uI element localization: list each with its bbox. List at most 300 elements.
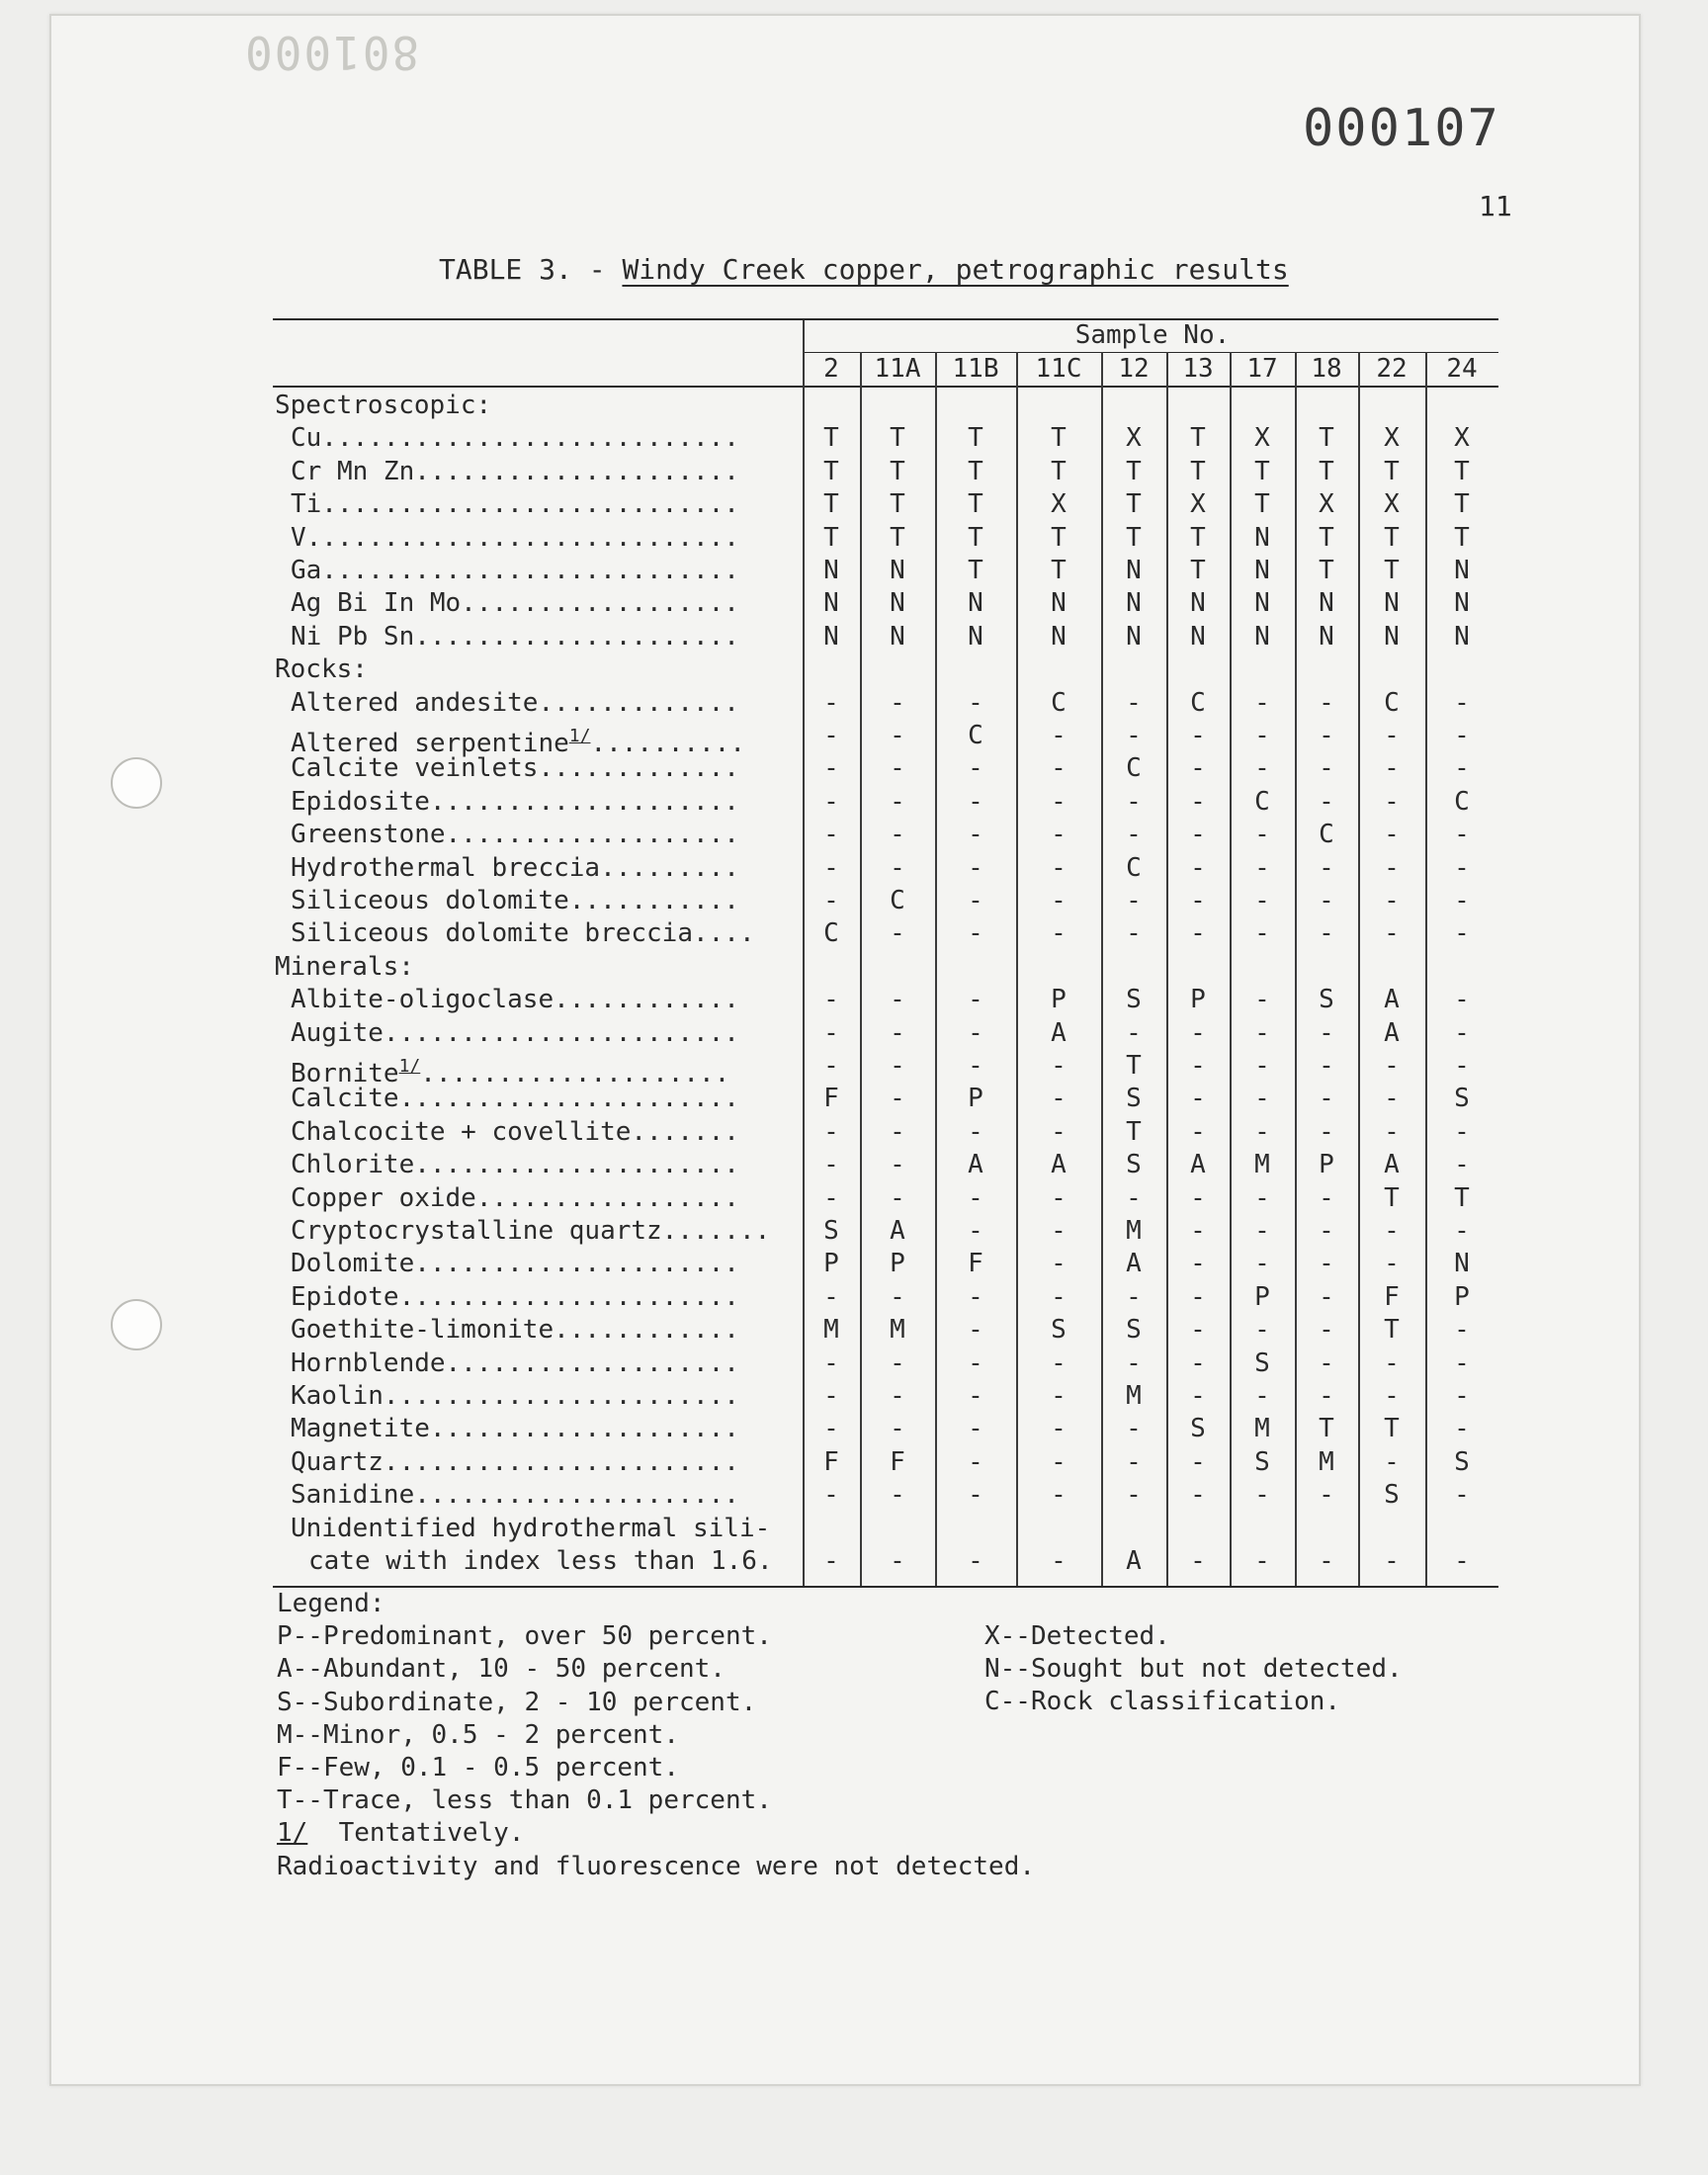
table-cell: - (1051, 1116, 1067, 1147)
table-cell: N (968, 588, 983, 619)
column-header: 11B (952, 354, 999, 384)
sample-no-header: Sample No. (1074, 320, 1231, 350)
legend-item: A--Abundant, 10 - 50 percent. (277, 1654, 726, 1685)
table-cell: - (1190, 1381, 1206, 1411)
table-cell: X (1384, 489, 1400, 520)
table-cell: - (890, 1150, 905, 1180)
table-row (273, 587, 1498, 620)
table-row (273, 852, 1498, 885)
table-cell: X (1190, 489, 1206, 520)
table-row (273, 1380, 1498, 1413)
table-cell: - (823, 687, 839, 718)
table-cell: - (1190, 1315, 1206, 1346)
table-cell: F (823, 1446, 839, 1477)
row-label-text: Unidentified hydrothermal sili- (291, 1513, 771, 1543)
table-cell: A (1051, 1150, 1067, 1180)
table-cell: N (823, 556, 839, 585)
table-cell: M (1319, 1446, 1334, 1477)
table-cell: - (1384, 721, 1400, 750)
table-cell: - (1319, 1116, 1334, 1147)
legend-right (984, 1620, 1403, 1719)
table-cell: C (1126, 852, 1142, 883)
table-row (273, 1248, 1498, 1280)
page-number: 11 (1479, 190, 1512, 222)
table-cell: - (1319, 918, 1334, 949)
table-cell: - (890, 753, 905, 784)
row-label-text: Kaolin....................... (291, 1381, 739, 1411)
table-cell: - (1319, 1084, 1334, 1114)
table-cell: - (1254, 687, 1270, 718)
table-cell: S (1126, 1315, 1142, 1346)
table-cell: M (1254, 1414, 1270, 1444)
table-cell: - (1051, 1051, 1067, 1081)
row-label (291, 1413, 799, 1445)
table-cell: - (1319, 1480, 1334, 1511)
row-label (275, 653, 799, 686)
table-cell: C (1254, 786, 1270, 817)
table-cell: - (1454, 1150, 1470, 1180)
table-row (273, 885, 1498, 917)
table-cell: T (1384, 456, 1400, 486)
table-cell: - (823, 1348, 839, 1378)
table-cell: N (1454, 556, 1470, 585)
table-cell: - (1454, 1381, 1470, 1411)
row-label-text: cate with index less than 1.6. (308, 1546, 773, 1576)
row-label (291, 852, 799, 885)
table-cell: T (1319, 456, 1334, 486)
row-label-text: Goethite-limonite............ (291, 1315, 739, 1346)
table-cell: - (1126, 721, 1142, 750)
table-cell: - (1319, 721, 1334, 750)
row-label (291, 786, 799, 819)
table-cell: - (890, 1414, 905, 1444)
table-row (273, 555, 1498, 587)
table-cell: - (1190, 1480, 1206, 1511)
column-header: 11C (1035, 354, 1082, 384)
table-cell: M (890, 1315, 905, 1346)
table-cell: - (1254, 918, 1270, 949)
table-cell: T (1254, 456, 1270, 486)
table-cell: - (1051, 1546, 1067, 1576)
table-cell: - (1051, 820, 1067, 850)
punch-hole (111, 757, 162, 809)
table-cell: - (823, 786, 839, 817)
table-cell: - (1454, 1480, 1470, 1511)
row-label-text: Ga........................... (291, 556, 739, 585)
table-cell: S (823, 1216, 839, 1246)
sample-header-rule (803, 352, 1498, 353)
table-cell: - (823, 820, 839, 850)
table-cell: - (1190, 1348, 1206, 1378)
legend-item: X--Detected. (984, 1621, 1170, 1651)
table-cell: M (1126, 1381, 1142, 1411)
row-label (291, 522, 799, 555)
table-cell: - (1190, 1281, 1206, 1312)
table-cell: C (1126, 753, 1142, 784)
table-cell: - (1384, 1381, 1400, 1411)
table-row (273, 720, 1498, 758)
table-cell: - (1384, 753, 1400, 784)
table-cell: T (1384, 522, 1400, 553)
table-cell: - (823, 753, 839, 784)
table-cell: - (1254, 721, 1270, 750)
table-cell: - (968, 852, 983, 883)
table-cell: N (890, 556, 905, 585)
table-row (273, 1545, 1498, 1578)
table-cell: - (1190, 852, 1206, 883)
row-label (308, 1545, 799, 1578)
table-cell: - (1454, 721, 1470, 750)
row-label-text: Siliceous dolomite breccia.... (291, 918, 755, 949)
legend-item: T--Trace, less than 0.1 percent. (277, 1785, 772, 1816)
table-cell: - (1190, 1249, 1206, 1279)
table-cell: T (1190, 423, 1206, 454)
table-cell: - (1126, 1017, 1142, 1048)
table-cell: - (823, 721, 839, 750)
table-row (273, 1149, 1498, 1181)
table-cell: - (823, 1182, 839, 1213)
table-cell: - (1126, 1281, 1142, 1312)
table-cell: X (1126, 423, 1142, 454)
table-cell: - (890, 687, 905, 718)
table-cell: A (1190, 1150, 1206, 1180)
table-cell: A (1126, 1546, 1142, 1576)
table-cell: - (968, 820, 983, 850)
table-cell: N (1319, 588, 1334, 619)
table-cell: - (1254, 753, 1270, 784)
table-cell: - (1254, 886, 1270, 915)
table-row (273, 819, 1498, 851)
table-cell: N (1254, 588, 1270, 619)
table-cell: - (968, 1116, 983, 1147)
table-cell: - (1319, 687, 1334, 718)
table-cell: - (890, 852, 905, 883)
table-cell: - (968, 687, 983, 718)
row-label (291, 1215, 799, 1248)
table-cell: N (1254, 522, 1270, 553)
table-cell: T (968, 489, 983, 520)
table-cell: - (1384, 1116, 1400, 1147)
table-cell: - (1051, 1381, 1067, 1411)
table-cell: - (1126, 1480, 1142, 1511)
punch-hole (111, 1299, 162, 1350)
row-label-text: Rocks: (275, 654, 368, 685)
table-cell: T (1319, 522, 1334, 553)
table-cell: T (1384, 1315, 1400, 1346)
table-cell: A (1126, 1249, 1142, 1279)
table-cell: N (823, 621, 839, 652)
faint-stamp: 801000 (243, 26, 420, 79)
table-cell: - (1384, 886, 1400, 915)
table-cell: - (1190, 1084, 1206, 1114)
row-label-text: Dolomite..................... (291, 1249, 739, 1279)
table-cell: M (1126, 1216, 1142, 1246)
table-cell: - (1051, 721, 1067, 750)
table-cell: - (1384, 820, 1400, 850)
table-cell: - (968, 1216, 983, 1246)
table-cell: T (1051, 522, 1067, 553)
column-header: 2 (823, 354, 839, 384)
table-cell: F (890, 1446, 905, 1477)
table-cell: T (1254, 489, 1270, 520)
table-cell: T (1051, 423, 1067, 454)
table-cell: P (1190, 985, 1206, 1015)
title-prefix: TABLE 3. - (439, 253, 623, 286)
table-cell: - (1454, 985, 1470, 1015)
table-cell: - (823, 1017, 839, 1048)
table-cell: T (1126, 456, 1142, 486)
table-cell: S (1454, 1446, 1470, 1477)
row-label-text: Hydrothermal breccia......... (291, 852, 739, 883)
table-cell: - (1051, 1281, 1067, 1312)
table-row (273, 522, 1498, 555)
column-header: 24 (1446, 354, 1478, 384)
table-cell: - (1051, 1084, 1067, 1114)
document-stamp-number: 000107 (1303, 99, 1500, 158)
table-cell: - (968, 985, 983, 1015)
table-cell: C (968, 721, 983, 750)
row-label (291, 1348, 799, 1380)
row-label-text: Magnetite.................... (291, 1414, 739, 1444)
table-row (273, 1050, 1498, 1088)
row-label (291, 1017, 799, 1050)
table-cell: N (1190, 621, 1206, 652)
table-cell: - (890, 1546, 905, 1576)
table-cell: T (1051, 456, 1067, 486)
table-cell: - (1190, 918, 1206, 949)
row-label (291, 488, 799, 521)
table-cell: M (1254, 1150, 1270, 1180)
table-cell: P (1254, 1281, 1270, 1312)
table-cell: - (1051, 918, 1067, 949)
leader-dots: .......... (590, 729, 745, 758)
table-cell: - (1051, 1216, 1067, 1246)
row-label-text: Siliceous dolomite........... (291, 886, 739, 915)
table-cell: N (823, 588, 839, 619)
table-cell: - (1051, 1480, 1067, 1511)
table-cell: - (1254, 1182, 1270, 1213)
table-cell: - (1126, 687, 1142, 718)
table-cell: - (1254, 1216, 1270, 1246)
table-row (273, 653, 1498, 686)
table-cell: - (968, 1281, 983, 1312)
row-label-text: Altered serpentine (291, 729, 569, 758)
row-label-text: Altered andesite............. (291, 687, 739, 718)
row-label (291, 1314, 799, 1347)
table-cell: - (1254, 1381, 1270, 1411)
legend-item: N--Sought but not detected. (984, 1654, 1403, 1685)
table-cell: - (1190, 786, 1206, 817)
table-cell: - (968, 1546, 983, 1576)
row-label (291, 1380, 799, 1413)
table-cell: - (1190, 1051, 1206, 1081)
row-label (291, 885, 799, 917)
table-cell: - (890, 1116, 905, 1147)
table-cell: - (1454, 753, 1470, 784)
table-cell: - (890, 820, 905, 850)
row-label-text: Bornite (291, 1059, 399, 1088)
table-cell: - (823, 1051, 839, 1081)
row-label (291, 1479, 799, 1512)
table-cell: T (823, 423, 839, 454)
table-row (273, 786, 1498, 819)
table-cell: - (823, 985, 839, 1015)
table-row (273, 422, 1498, 455)
table-cell: C (823, 918, 839, 949)
row-label (291, 587, 799, 620)
table-row (273, 1182, 1498, 1215)
table-cell: - (1454, 918, 1470, 949)
table-cell: N (1051, 588, 1067, 619)
row-label-text: V............................ (291, 522, 739, 553)
table-cell: - (1384, 1216, 1400, 1246)
row-label-text: Sanidine..................... (291, 1480, 739, 1511)
table-cell: T (1319, 423, 1334, 454)
table-cell: - (1051, 1182, 1067, 1213)
row-label (291, 555, 799, 587)
table-cell: T (1126, 1116, 1142, 1147)
row-label-text: Cu........................... (291, 423, 739, 454)
table-cell: - (968, 918, 983, 949)
table-cell: - (1319, 753, 1334, 784)
table-cell: F (1384, 1281, 1400, 1312)
table-cell: T (1051, 556, 1067, 585)
table-cell: N (968, 621, 983, 652)
table-cell: - (1384, 1348, 1400, 1378)
table-cell: - (823, 1381, 839, 1411)
table-cell: C (1319, 820, 1334, 850)
table-cell: - (1384, 918, 1400, 949)
table-cell: N (1126, 588, 1142, 619)
table-cell: - (823, 1414, 839, 1444)
table-cell: T (1190, 556, 1206, 585)
table-cell: - (1254, 852, 1270, 883)
column-header: 22 (1376, 354, 1408, 384)
row-label-text: Greenstone................... (291, 820, 739, 850)
table-cell: - (1126, 1414, 1142, 1444)
table-row (273, 984, 1498, 1016)
table-cell: - (1319, 886, 1334, 915)
table-cell: S (1319, 985, 1334, 1015)
table-row (273, 1446, 1498, 1479)
row-label-text: Ti........................... (291, 489, 739, 520)
table-cell: - (1454, 1546, 1470, 1576)
row-label-text: Copper oxide................. (291, 1182, 739, 1213)
table-cell: - (890, 1480, 905, 1511)
table-cell: - (1254, 1084, 1270, 1114)
table-cell: - (968, 1414, 983, 1444)
row-label (291, 1281, 799, 1314)
row-label (275, 390, 799, 422)
legend-item: C--Rock classification. (984, 1687, 1341, 1717)
table-row (273, 1083, 1498, 1115)
table-cell: T (823, 456, 839, 486)
table-cell: - (1319, 852, 1334, 883)
table-row (273, 1017, 1498, 1050)
table-cell: - (968, 1381, 983, 1411)
table-cell: - (1126, 820, 1142, 850)
row-label-text: Chalcocite + covellite....... (291, 1116, 739, 1147)
table-cell: - (1126, 1348, 1142, 1378)
table-cell: C (1384, 687, 1400, 718)
table-cell: - (890, 1182, 905, 1213)
table-cell: - (968, 786, 983, 817)
table-cell: - (1319, 1051, 1334, 1081)
table-cell: N (1454, 621, 1470, 652)
row-label (275, 951, 799, 984)
table-row (273, 1413, 1498, 1445)
table-cell: N (1384, 588, 1400, 619)
table-cell: - (1254, 1249, 1270, 1279)
table-cell: F (823, 1084, 839, 1114)
table-cell: - (1126, 786, 1142, 817)
table-cell: T (968, 522, 983, 553)
table-cell: - (823, 1150, 839, 1180)
row-label-text: Albite-oligoclase............ (291, 985, 739, 1015)
table-cell: - (1051, 1414, 1067, 1444)
table-cell: - (1384, 1051, 1400, 1081)
table-cell: - (1051, 786, 1067, 817)
table-cell: - (968, 1182, 983, 1213)
table-cell: - (1051, 1249, 1067, 1279)
table-cell: X (1319, 489, 1334, 520)
row-label (291, 456, 799, 488)
legend-item: M--Minor, 0.5 - 2 percent. (277, 1719, 679, 1750)
footnote-marker: 1/ (398, 1056, 421, 1077)
legend (277, 1588, 1035, 1883)
table-cell: - (1319, 1182, 1334, 1213)
table-cell: T (890, 522, 905, 553)
table-cell: - (1454, 1017, 1470, 1048)
table-cell: S (1384, 1480, 1400, 1511)
row-label-text: Chlorite..................... (291, 1150, 739, 1180)
table-cell: S (1254, 1348, 1270, 1378)
table-cell: T (890, 489, 905, 520)
table-cell: - (968, 1315, 983, 1346)
table-cell: - (1190, 1546, 1206, 1576)
table-row (273, 1314, 1498, 1347)
table-cell: A (1384, 1150, 1400, 1180)
column-header: 13 (1182, 354, 1214, 384)
table-cell: - (1454, 1315, 1470, 1346)
table-cell: S (1051, 1315, 1067, 1346)
table-cell: - (1454, 1414, 1470, 1444)
table-cell: - (1126, 918, 1142, 949)
table-cell: T (968, 556, 983, 585)
table-cell: - (890, 918, 905, 949)
column-header: 11A (874, 354, 921, 384)
table-cell: - (890, 1381, 905, 1411)
table-cell: N (890, 588, 905, 619)
table-cell: A (1384, 1017, 1400, 1048)
table-cell: N (1126, 556, 1142, 585)
table-cell: T (1319, 556, 1334, 585)
table-cell: T (1190, 522, 1206, 553)
row-label (291, 1446, 799, 1479)
column-header: 17 (1246, 354, 1278, 384)
table-cell: - (890, 1084, 905, 1114)
table-cell: T (823, 522, 839, 553)
table-cell: - (1319, 1249, 1334, 1279)
table-cell: S (1126, 985, 1142, 1015)
row-label-text: Quartz....................... (291, 1446, 739, 1477)
table-cell: - (1190, 886, 1206, 915)
title-main: Windy Creek copper, petrographic results (622, 253, 1289, 286)
footnote-line (277, 1817, 1035, 1850)
row-label-text: Ni Pb Sn..................... (291, 621, 739, 652)
table-cell: - (823, 1281, 839, 1312)
table-cell: N (1254, 556, 1270, 585)
